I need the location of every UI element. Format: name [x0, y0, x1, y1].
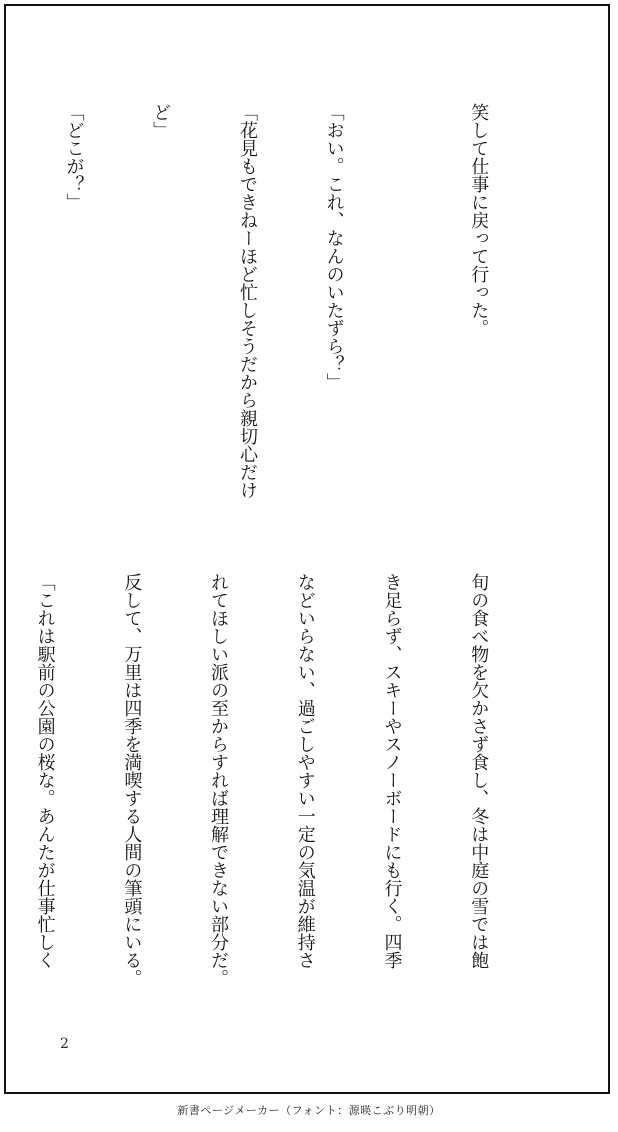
text-line: 旬の食べ物を欠かさず食し、冬は中庭の雪では飽	[468, 573, 490, 969]
text-line: れてほしい派の至からすれば理解できない部分だ。	[208, 573, 230, 987]
text-line: 反して、万里は四季を満喫する人間の筆頭にいる。	[121, 573, 143, 987]
text-line: き足らず、スキーやスノーボードにも行く。四季	[381, 573, 403, 969]
text-line: 「これは駅前の公園の桜な。あんたが仕事忙しく	[34, 573, 56, 969]
text-line: 「花見もできねーほど忙しそうだから親切心だけ	[236, 103, 258, 499]
text-block-bottom	[34, 573, 550, 1013]
footer-credit: 新書ページメーカー（フォント：源暎こぶり明朝）	[177, 1104, 441, 1117]
text-block-top	[50, 103, 550, 543]
text-line: 笑して仕事に戻って行った。	[468, 103, 490, 337]
text-line: 「どこが？」	[63, 103, 85, 211]
text-line: などいらない、過ごしやすい一定の気温が維持さ	[294, 573, 316, 969]
text-line: 「おい。これ、なんのいたずら？」	[323, 103, 345, 391]
page-number: 2	[60, 1036, 69, 1052]
text-line	[0, 103, 1, 543]
text-line: ど」	[150, 103, 172, 139]
